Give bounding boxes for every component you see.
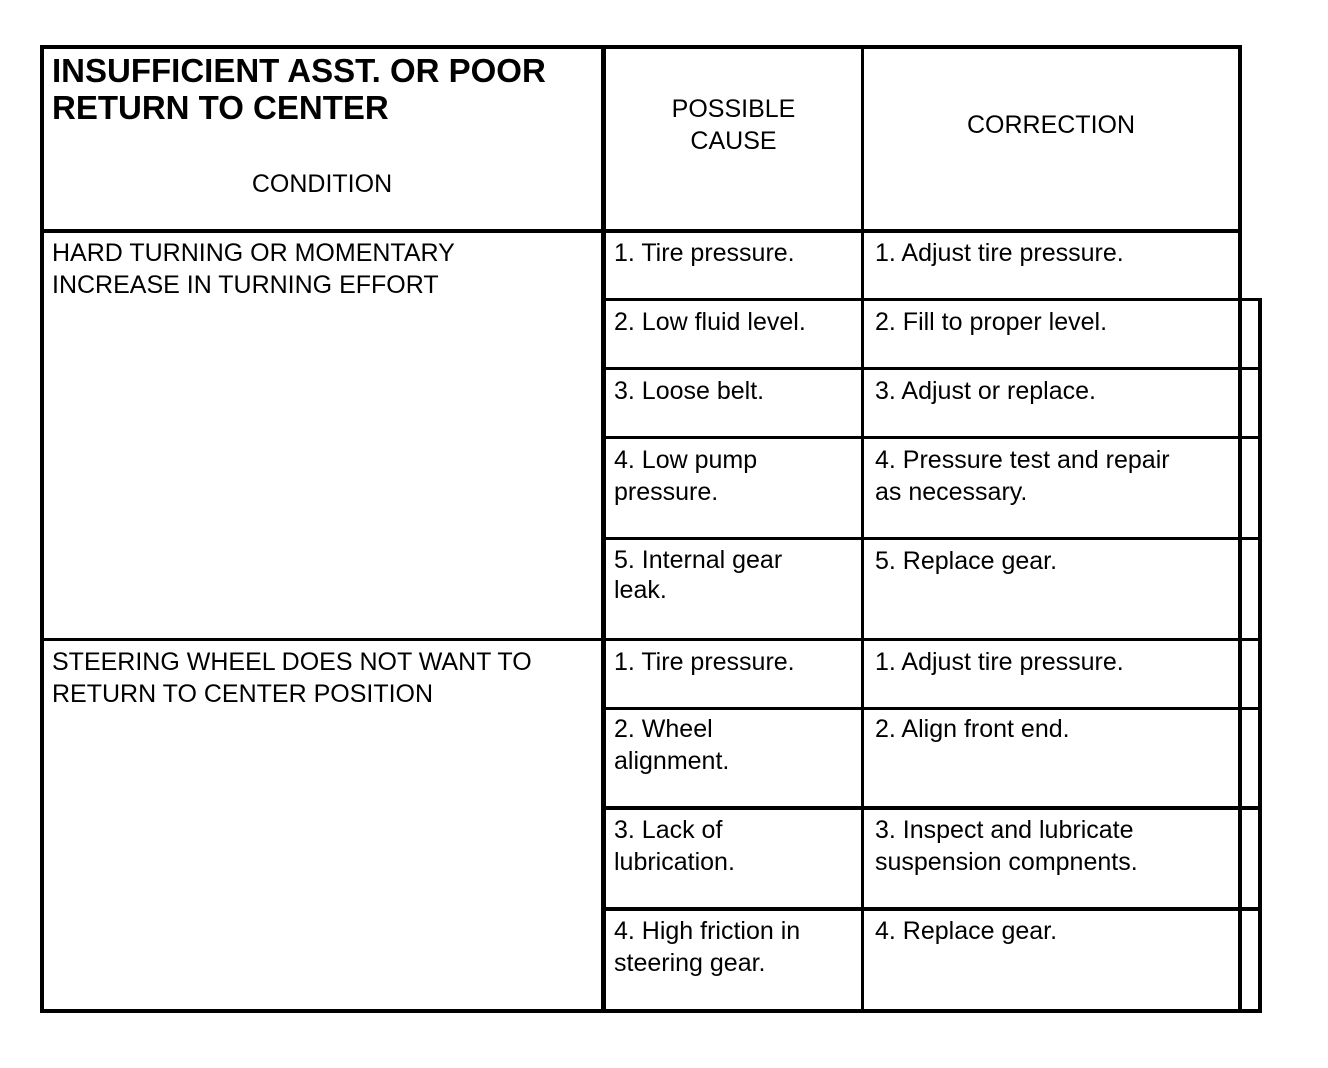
- possible-cause-header: POSSIBLE CAUSE: [671, 95, 796, 155]
- correction-cell: 1. Adjust tire pressure.: [875, 648, 1124, 676]
- condition-header: CONDITION: [251, 170, 393, 198]
- cause-cell: 5. Internal gear leak.: [614, 546, 783, 604]
- cause-cell: 3. Lack of lubrication.: [614, 816, 735, 876]
- correction-cell: 2. Align front end.: [875, 715, 1070, 743]
- table-title: INSUFFICIENT ASST. OR POOR RETURN TO CENTER: [52, 52, 546, 126]
- cause-cell: 1. Tire pressure.: [614, 239, 795, 267]
- bottom-edge-line: [1240, 1009, 1262, 1013]
- correction-cell: 5. Replace gear.: [875, 547, 1058, 575]
- cause-cell: 2. Wheel alignment.: [614, 715, 730, 775]
- row-divider: [604, 907, 1260, 911]
- correction-cell: 1. Adjust tire pressure.: [875, 239, 1124, 267]
- group-divider: [42, 638, 1260, 641]
- condition-text: HARD TURNING OR MOMENTARY INCREASE IN TURNING EFFORT: [52, 239, 455, 299]
- row-divider: [604, 436, 1260, 439]
- correction-header: CORRECTION: [966, 111, 1136, 139]
- cause-cell: 4. High friction in steering gear.: [614, 917, 801, 977]
- correction-cell: 4. Replace gear.: [875, 917, 1058, 945]
- cause-cell: 1. Tire pressure.: [614, 648, 795, 676]
- cause-cell: 3. Loose belt.: [614, 377, 765, 405]
- cause-cell: 2. Low fluid level.: [614, 308, 806, 336]
- row-divider: [604, 298, 1260, 301]
- correction-cell: 3. Adjust or replace.: [875, 377, 1096, 405]
- correction-cell: 2. Fill to proper level.: [875, 308, 1108, 336]
- header-divider: [42, 229, 1240, 233]
- right-edge-line: [1258, 298, 1262, 1013]
- row-divider: [604, 537, 1260, 540]
- condition-text: STEERING WHEEL DOES NOT WANT TO RETURN TO CENTER POSITION: [52, 648, 532, 708]
- row-divider: [604, 707, 1260, 710]
- column-divider: [861, 47, 864, 1011]
- correction-cell: 3. Inspect and lubricate suspension compnents.: [875, 816, 1138, 876]
- correction-cell: 4. Pressure test and repair as necessary.: [875, 446, 1170, 506]
- row-divider: [604, 367, 1260, 370]
- cause-cell: 4. Low pump pressure.: [614, 446, 758, 506]
- row-divider: [604, 806, 1260, 810]
